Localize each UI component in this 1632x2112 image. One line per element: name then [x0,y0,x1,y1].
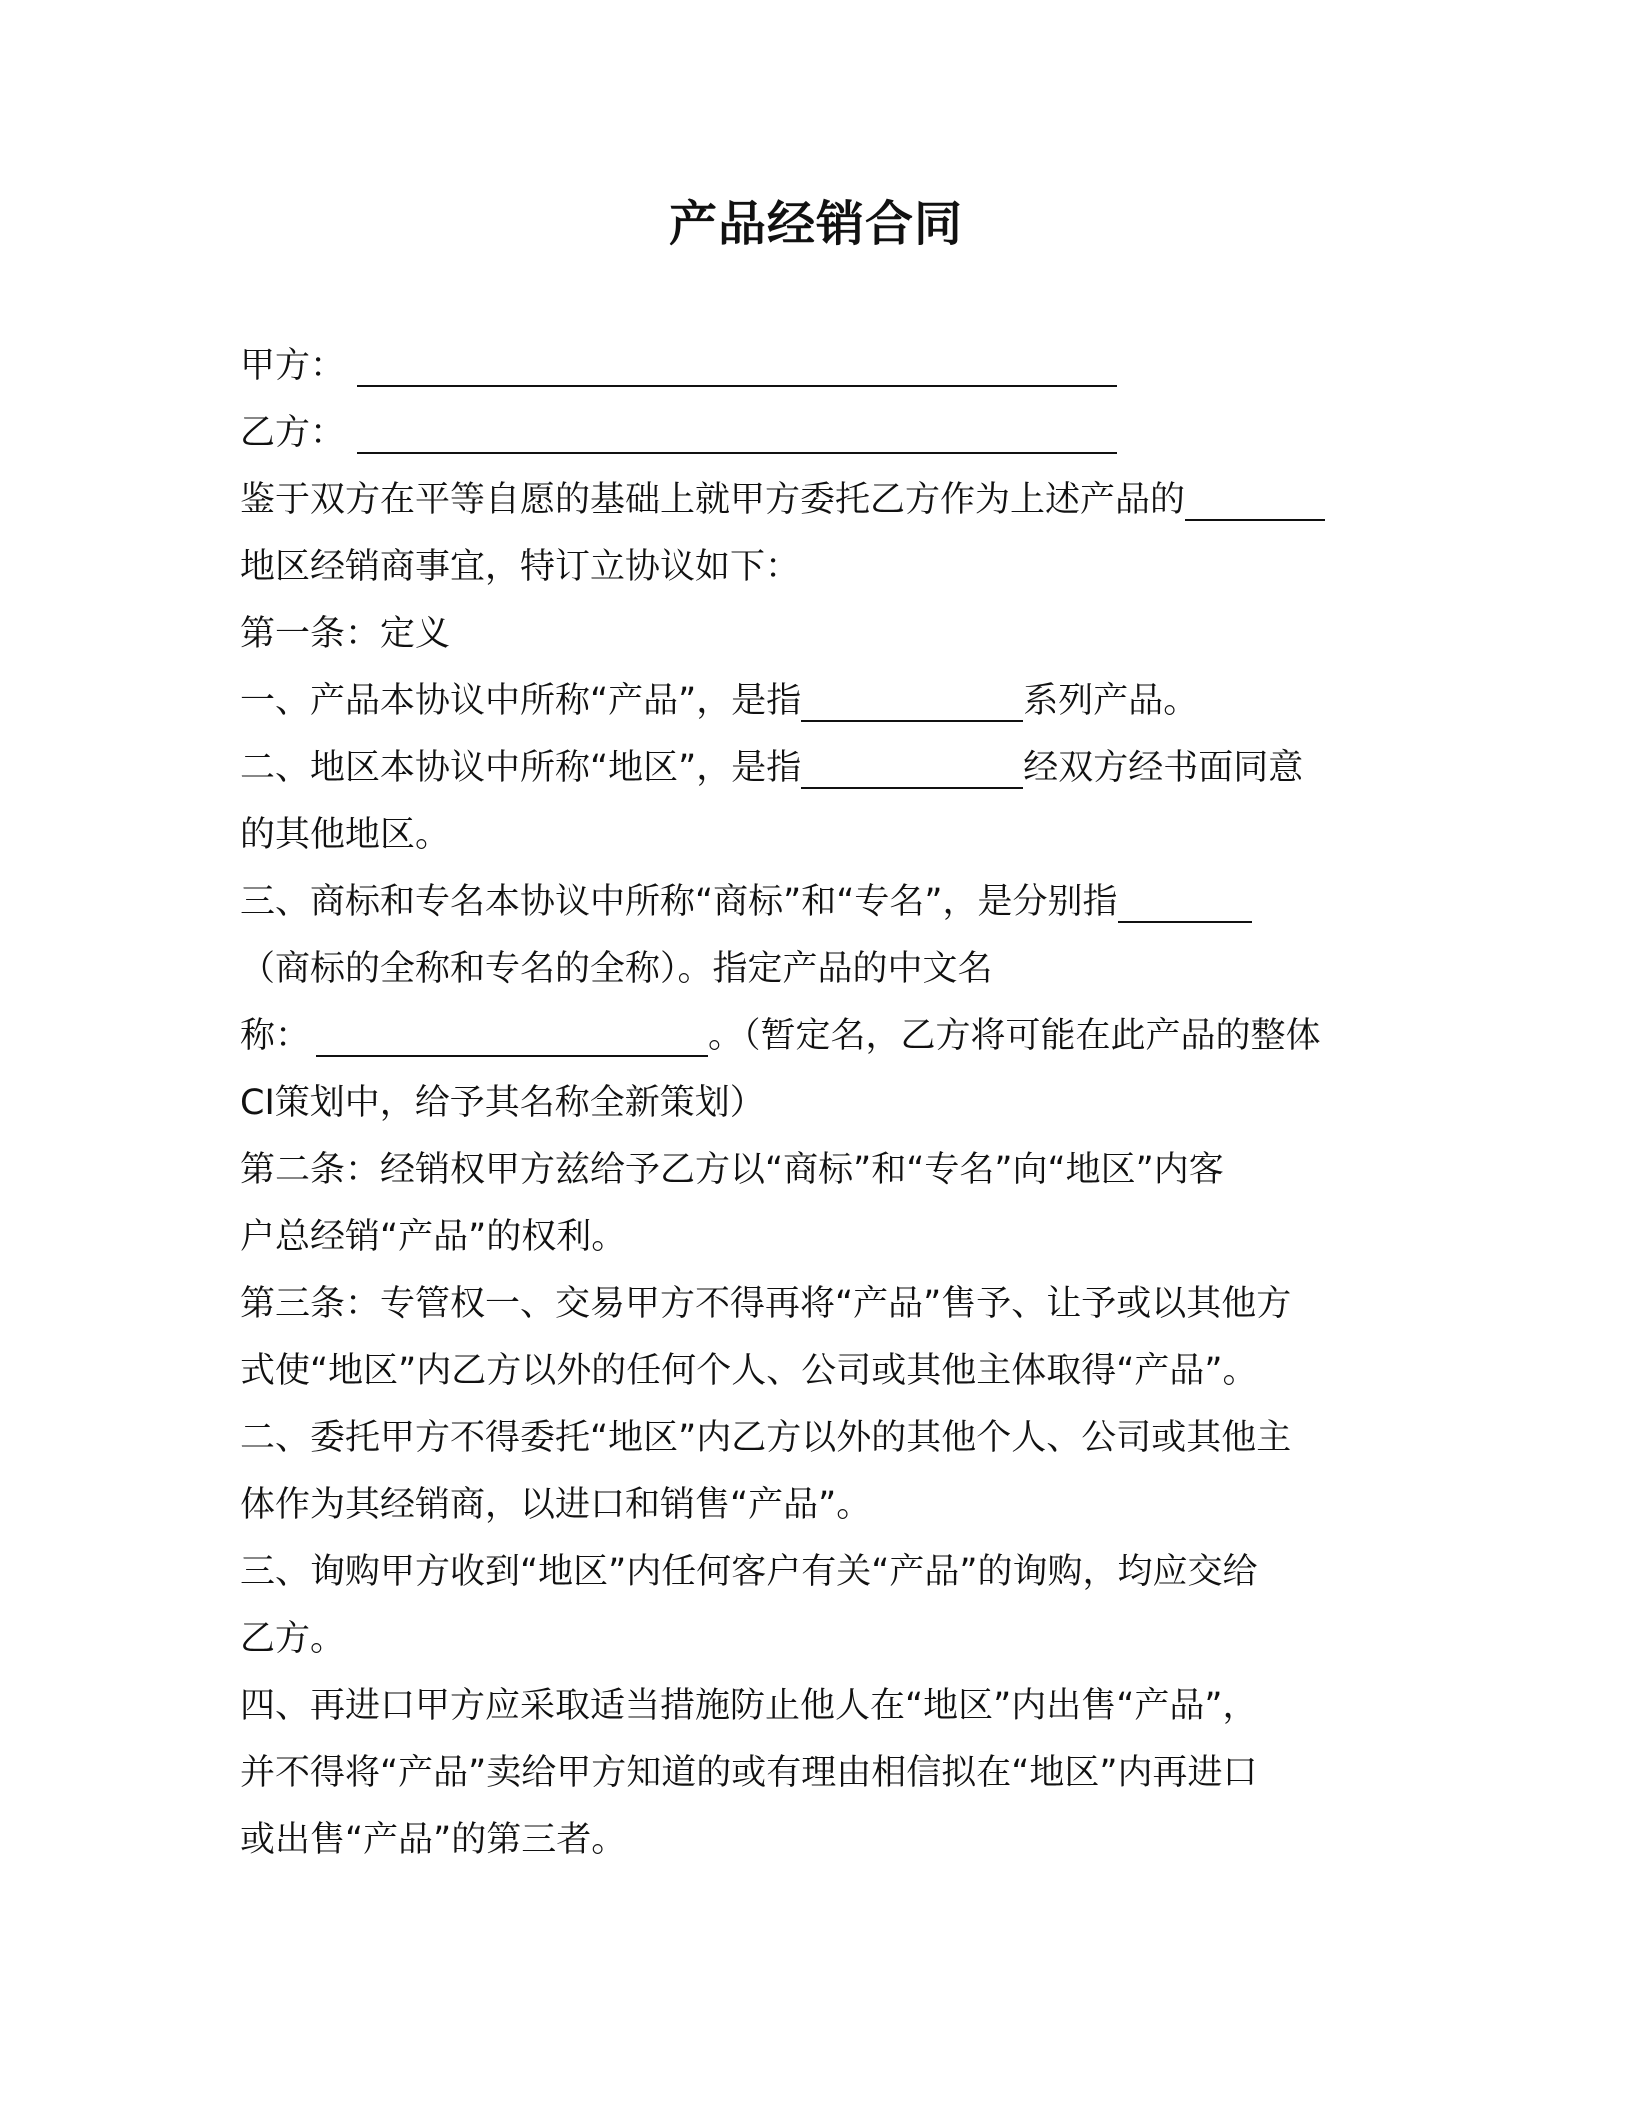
article-3-line-2-text: 式使“地区”内乙方以外的任何个人、公司或其他主体取得“产品”。 [240,1351,1258,1391]
article-1-heading [240,601,1392,668]
party-b-label: 乙方： [240,413,346,453]
article-3-item-4-line-2-text: 并不得将“产品”卖给甲方知道的或有理由相信拟在“地区”内再进口 [240,1753,1258,1793]
article-3-item-3-line-1 [240,1539,1392,1606]
article-1-item-3-line-2-text: （商标的全称和专名的全称）。指定产品的中文名 [240,949,993,989]
document-title: 产品经销合同 [668,196,963,252]
preamble-text-1: 鉴于双方在平等自愿的基础上就甲方委托乙方作为上述产品的 [240,480,1186,520]
trademark-blank [1118,883,1252,923]
article-1-item-3-line-2 [240,936,1392,1003]
article-2-line-2 [240,1204,1392,1271]
article-3-item-2-line-2 [240,1472,1392,1539]
article-1-item-2 [240,735,1392,802]
article-3-item-3-line-2-text: 乙方。 [240,1619,346,1659]
article-1-item-2-cont [240,802,1392,869]
article-2-line-1 [240,1137,1392,1204]
article-3-item-4-line-3 [240,1807,1392,1874]
article-2-line-1-text: 第二条：经销权甲方兹给予乙方以“商标”和“专名”向“地区”内客 [240,1150,1224,1190]
article-1-item-3-line-4 [240,1070,1392,1137]
article-1-item-2-text: 二、地区本协议中所称“地区”，是指 [240,748,802,788]
article-1-item-1-text: 一、产品本协议中所称“产品”，是指 [240,681,802,721]
chinese-name-label: 称： [240,1016,311,1056]
article-1-item-2-cont-text: 的其他地区。 [240,815,451,855]
article-3-item-4-line-1 [240,1673,1392,1740]
preamble-text-2: 地区经销商事宜，特订立协议如下： [240,547,801,587]
article-1-item-3-text: 三、商标和专名本协议中所称“商标”和“专名”，是分别指 [240,882,1118,922]
party-a-line [240,333,1392,400]
party-b-line [240,400,1392,467]
article-1-item-3-line-3-text: 。（暂定名，乙方将可能在此产品的整体 [708,1016,1321,1056]
region-blank [1185,481,1325,521]
chinese-name-blank [316,1017,708,1057]
party-a-blank [357,347,1117,387]
party-a-label: 甲方： [240,346,346,386]
article-3-item-4-line-3-text: 或出售“产品”的第三者。 [240,1820,627,1860]
preamble-line-2 [240,534,1392,601]
article-1-item-3 [240,869,1392,936]
article-3-item-3-line-1-text: 三、询购甲方收到“地区”内任何客户有关“产品”的询购，均应交给 [240,1552,1258,1592]
article-1-heading-text: 第一条：定义 [240,614,451,654]
article-3-item-4-line-2 [240,1740,1392,1807]
product-series-blank [801,682,1023,722]
article-1-item-1 [240,668,1392,735]
article-3-line-2 [240,1338,1392,1405]
article-3-item-2-line-1-text: 二、委托甲方不得委托“地区”内乙方以外的其他个人、公司或其他主 [240,1418,1292,1458]
article-3-item-4-line-1-text: 四、再进口甲方应采取适当措施防止他人在“地区”内出售“产品”， [240,1686,1258,1726]
article-1-item-3-line-4-text: CI策划中，给予其名称全新策划） [240,1083,765,1123]
article-1-item-3-line-3 [240,1003,1392,1070]
document-body [240,333,1392,1874]
article-3-item-2-line-1 [240,1405,1392,1472]
region-definition-blank [801,749,1023,789]
article-1-item-2-suffix: 经双方经书面同意 [1023,748,1304,788]
article-1-item-1-suffix: 系列产品。 [1023,681,1199,721]
party-b-blank [357,414,1117,454]
article-3-line-1 [240,1271,1392,1338]
article-3-item-3-line-2 [240,1606,1392,1673]
article-3-item-2-line-2-text: 体作为其经销商，以进口和销售“产品”。 [240,1485,872,1525]
article-3-line-1-text: 第三条：专管权一、交易甲方不得再将“产品”售予、让予或以其他方 [240,1284,1292,1324]
article-2-line-2-text: 户总经销“产品”的权利。 [240,1217,627,1257]
preamble-line-1 [240,467,1392,534]
